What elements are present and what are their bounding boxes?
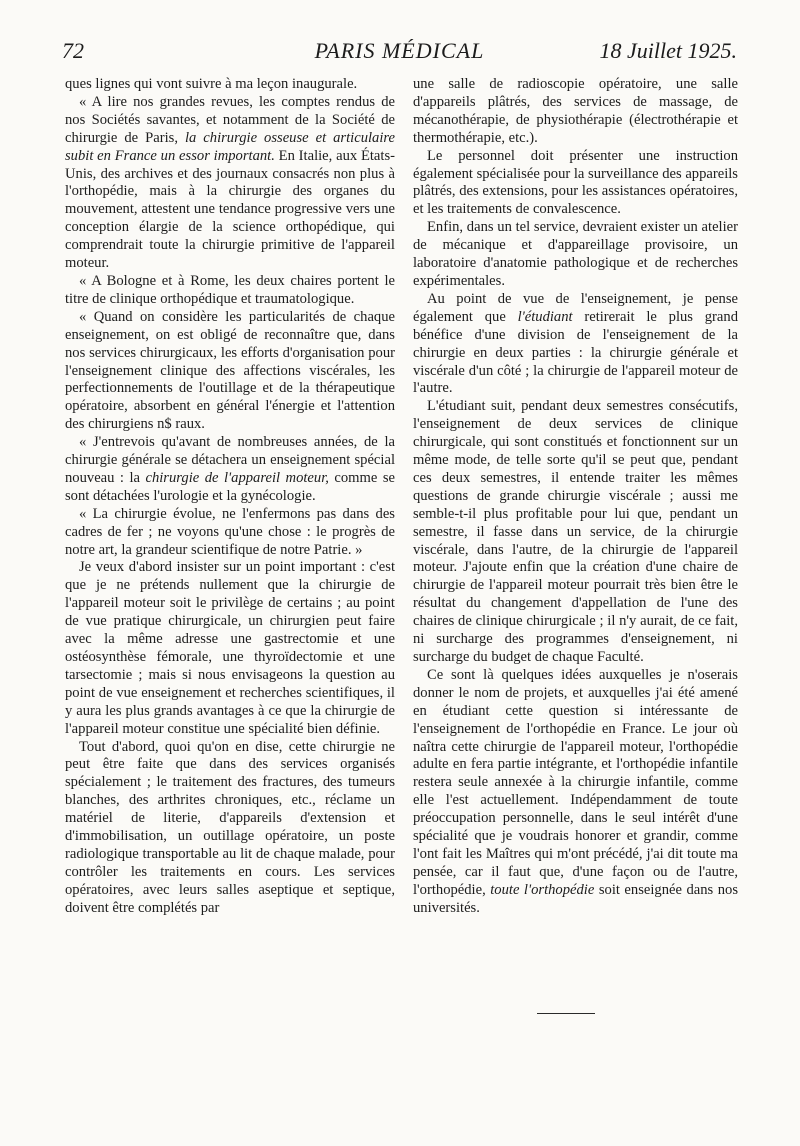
paragraph: Je veux d'abord insister sur un point important : c'est que je ne prétends nullement que la chirurgie de l'appareil moteur soit le privilège de certains ; au point de vue pratique chirurgicale, un chirurgien peut faire avec la même adresse une gastrectomie et une ostéosynthèse fémorale, une thyroïdectomie et une tarsectomie ; mais si nous envisageons la question au point de vue enseignement et recherches scientifiques, il y aura les plus grands avantages à ce que la chirurgie de l'appareil moteur constitue une spécialité bien définie. xyxy=(65,559,395,737)
paragraph: « A lire nos grandes revues, les comptes rendus de nos Sociétés savantes, et notamment de la Société de chirurgie de Paris, la chirurgie osseuse et articulaire subit en France un essor important. En Italie, aux États-Unis, des archives et des journaux consacrés non plus à l'orthopédie, mais à la chirurgie des organes du mouvement, attestent une tendance progressive vers une conception élargie de la science orthopédique, qui comprendrait toute la chirurgie primitive de l'appareil moteur. xyxy=(65,93,396,272)
paragraph: « J'entrevois qu'avant de nombreuses années, de la chirurgie générale se détachera un enseignement spécial nouveau : la chirurgie de l'appareil moteur, comme se sont détachées l'urologie et la gynécologie. xyxy=(65,434,395,504)
paragraph: L'étudiant suit, pendant deux semestres consécutifs, l'enseignement de deux services de clinique chirurgicale, qui sont constitués et fonctionnent sur un même mode, de telle sorte qu'il se peut que, pendant ces deux semestres, il entende traiter les mêmes questions de grande chirurgie viscérale ; aussi me semble-t-il plus profitable pour lui que, pendant un semestre, il fasse dans un service, de la chirurgie viscérale, dans l'autre, de la chirurgie de l'appareil moteur. J'ajoute enfin que la création d'une chaire de chirurgie de l'appareil moteur pourrait très bien être le résultat du changement d'appellation de l'une des chaires de clinique chirurgicale ; il n'y aurait, de ce fait, ni surcharge des programmes d'enseignement, ni surcharge du budget de chaque Faculté. xyxy=(413,398,738,665)
end-rule xyxy=(537,1013,595,1014)
paragraph: ques lignes qui vont suivre à ma leçon inaugurale. xyxy=(65,76,358,92)
emphasis: chirurgie de l'appareil moteur, xyxy=(145,469,329,486)
left-column xyxy=(65,76,395,918)
page-header xyxy=(62,38,737,68)
paragraph: une salle de radioscopie opératoire, une salle d'appareils plâtrés, des services de massage, de mécanothérapie, de physiothérapie (électrothérapie et thermothérapie, etc.). xyxy=(413,76,738,146)
paragraph: Le personnel doit présenter une instruction également spécialisée pour la surveillance des appareils plâtrés, des extensions, pour les assistances opératoires, et les traitements de convalescence. xyxy=(413,147,738,218)
paragraph: « La chirurgie évolue, ne l'enfermons pas dans des cadres de fer ; ne voyons qu'une chose : le progrès de notre art, la grandeur scientifique de notre Patrie. » xyxy=(65,505,395,558)
issue-date: 18 Juillet 1925. xyxy=(599,38,737,63)
paragraph: « Quand on considère les particularités de chaque enseignement, on est obligé de reconnaître que, dans nos services chirurgicaux, les efforts d'organisation pour l'enseignement clinique des affections viscérales, les perfectionnements de l'outillage et de la thérapeutique opératoire, absorbent en général l'énergie et l'attention des chirurgiens n$ raux. xyxy=(65,308,395,433)
journal-title: PARIS MÉDICAL xyxy=(314,38,485,63)
emphasis: la chirurgie osseuse et articulaire subit en France un essor important. xyxy=(65,129,396,164)
paragraph: Enfin, dans un tel service, devraient exister un atelier de mécanique et d'appareillage provisoire, un laboratoire d'anatomie pathologique et de recherches expérimentales. xyxy=(413,219,738,289)
paragraph: Tout d'abord, quoi qu'on en dise, cette chirurgie ne peut être faite que dans des services organisés spécialement ; le traitement des fractures, des tumeurs blanches, des arthrites chroniques, etc., réclame un matériel de literie, d'appareils d'extension et d'immobilisation, un outillage opératoire, un poste radiologique transportable au lit de chaque malade, pour contrôler les traitements en cours. Les services opératoires, avec leurs salles aseptique et septique, doivent être complétés par xyxy=(65,738,395,916)
emphasis: l'étudiant xyxy=(517,308,573,325)
right-column xyxy=(413,76,738,918)
paragraph: Au point de vue de l'enseignement, je pense également que l'étudiant retirerait le plus grand bénéfice d'une division de l'enseignement de la chirurgie en deux parties : la chirurgie générale et viscérale d'un côté ; la chirurgie de l'appareil moteur de l'autre. xyxy=(413,290,738,397)
paragraph: Ce sont là quelques idées auxquelles je n'oserais donner le nom de projets, et auxquelles j'ai été amené en étudiant cette question si intéressante de l'enseignement de l'orthopédie en France. Le jour où naîtra cette chirurgie de l'appareil moteur, l'orthopédie adulte en fera partie intégrante, et l'orthopédie infantile restera seule annexée à la chirurgie infantile, comme elle l'est actuellement. Indépendamment de toute préoccupation personnelle, dans le seul intérêt d'une spécialité que je voudrais honorer et grandir, comme l'ont fait les Maîtres qui m'ont précédé, j'ai dit toute ma pensée, car il faut que, d'une façon ou de l'autre, l'orthopédie, toute l'orthopédie soit enseignée dans nos universités. xyxy=(413,666,738,916)
paragraph: « A Bologne et à Rome, les deux chaires portent le titre de clinique orthopédique et traumatologique. xyxy=(65,272,395,307)
page-number: 72 xyxy=(62,38,84,63)
emphasis: toute l'orthopédie xyxy=(490,881,595,898)
